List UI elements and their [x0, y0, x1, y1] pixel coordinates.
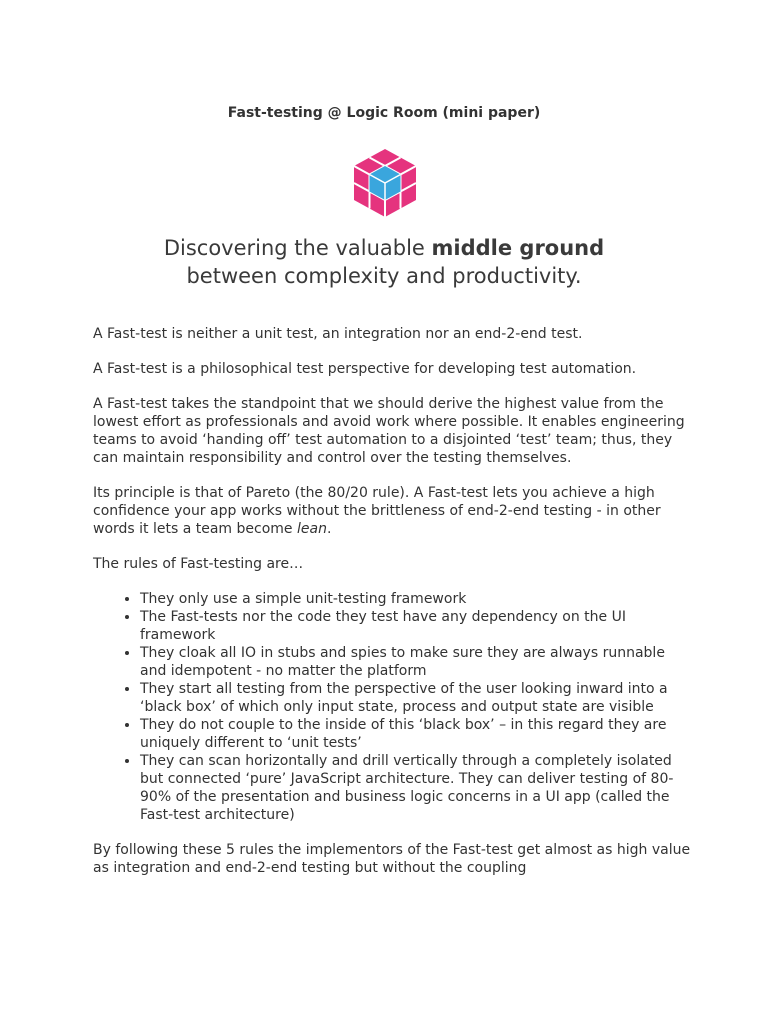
- paragraph-pareto: [93, 484, 693, 538]
- list-item: • They start all testing from the perspective of the user looking inward into a ‘black box’ of which only input state, process and output state are visible: [140, 680, 693, 716]
- paragraph-definition: A Fast-test is neither a unit test, an integration nor an end-2-end test.: [93, 326, 583, 342]
- paragraph-perspective: A Fast-test is a philosophical test perspective for developing test automation.: [93, 361, 637, 377]
- list-item: • The Fast-tests nor the code they test have any dependency on the UI framework: [140, 608, 693, 644]
- paragraph-conclusion: By following these 5 rules the implementors of the Fast-test get almost as high value as integration and end-2-end testing but without the coupling: [93, 842, 691, 876]
- pareto-emphasis: lean: [296, 521, 327, 537]
- list-item: • They can scan horizontally and drill vertically through a completely isolated but connected ‘pure’ JavaScript architecture. They can deliver testing of 80-90% of the presentation and business logic concerns in a UI app (called the Fast-test architecture): [140, 752, 693, 824]
- list-item: • They do not couple to the inside of this ‘black box’ – in this regard they are uniquely different to ‘unit tests’: [140, 716, 693, 752]
- list-item: • They only use a simple unit-testing framework: [140, 590, 693, 608]
- cube-logo-icon: [352, 148, 418, 218]
- headline: [0, 234, 768, 290]
- list-item: • They cloak all IO in stubs and spies to make sure they are always runnable and idempotent - no matter the platform: [140, 644, 693, 680]
- pareto-text: Its principle is that of Pareto (the 80/20 rule). A Fast-test lets you achieve a high confidence your app works without the brittleness of end-2-end testing - in other words it lets a team become: [93, 485, 661, 537]
- paragraph-standpoint: A Fast-test takes the standpoint that we should derive the highest value from the lowest effort as professionals and avoid work where possible. It enables engineering teams to avoid ‘handing off’ test automation to a disjointed ‘test’ team; thus, they can maintain responsibility and control over the testing themselves.: [93, 396, 685, 466]
- headline-line1-text: Discovering the valuable: [163, 236, 432, 260]
- document-body: [93, 325, 693, 894]
- paper-title: Fast-testing @ Logic Room (mini paper): [227, 105, 541, 121]
- headline-line2: between complexity and productivity.: [186, 264, 582, 288]
- paragraph-rules-intro: The rules of Fast-testing are…: [93, 556, 304, 572]
- headline-emphasis: middle ground: [431, 236, 605, 260]
- rules-list: [93, 590, 693, 824]
- pareto-end: .: [326, 521, 332, 537]
